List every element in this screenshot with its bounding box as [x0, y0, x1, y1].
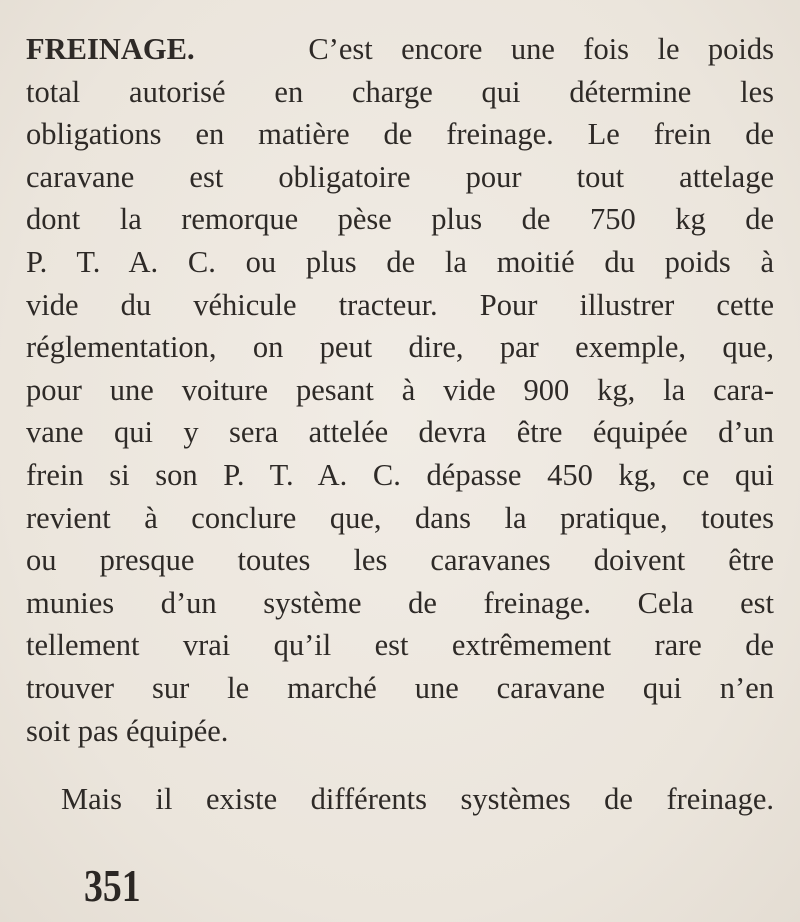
text-line: trouver sur le marché une caravane qui n’en — [26, 670, 774, 705]
paragraph-freinage — [26, 28, 774, 752]
text-line: réglementation, on peut dire, par exemple, que, — [26, 330, 774, 365]
text-line — [26, 28, 774, 71]
text-line-content: C’est encore une fois le poids — [308, 32, 774, 66]
text-line: pour une voiture pesant à vide 900 kg, la cara- — [26, 372, 774, 407]
text-line: soit pas équipée. — [26, 713, 229, 748]
text-line: frein si son P. T. A. C. dépasse 450 kg, ce qui — [26, 457, 774, 492]
text-line: tellement vrai qu’il est extrêmement rare de — [26, 628, 774, 663]
text-line: total autorisé en charge qui détermine les — [26, 74, 774, 109]
page-number: 351 — [84, 860, 141, 911]
text-line: caravane est obligatoire pour tout attelage — [26, 159, 774, 194]
text-line: dont la remorque pèse plus de 750 kg de — [26, 202, 774, 237]
text-line: vane qui y sera attelée devra être équipée d’un — [26, 415, 774, 450]
paragraph-systemes: Mais il existe différents systèmes de freinage. — [61, 782, 774, 816]
text-line: revient à conclure que, dans la pratique, toutes — [26, 500, 774, 535]
text-line: ou presque toutes les caravanes doivent être — [26, 543, 774, 578]
text-line: P. T. A. C. ou plus de la moitié du poids à — [26, 244, 774, 279]
text-line: obligations en matière de freinage. Le frein de — [26, 117, 774, 152]
text-line: munies d’un système de freinage. Cela est — [26, 585, 774, 620]
text-line: vide du véhicule tracteur. Pour illustrer cette — [26, 287, 774, 322]
section-heading: FREINAGE. — [26, 32, 195, 66]
